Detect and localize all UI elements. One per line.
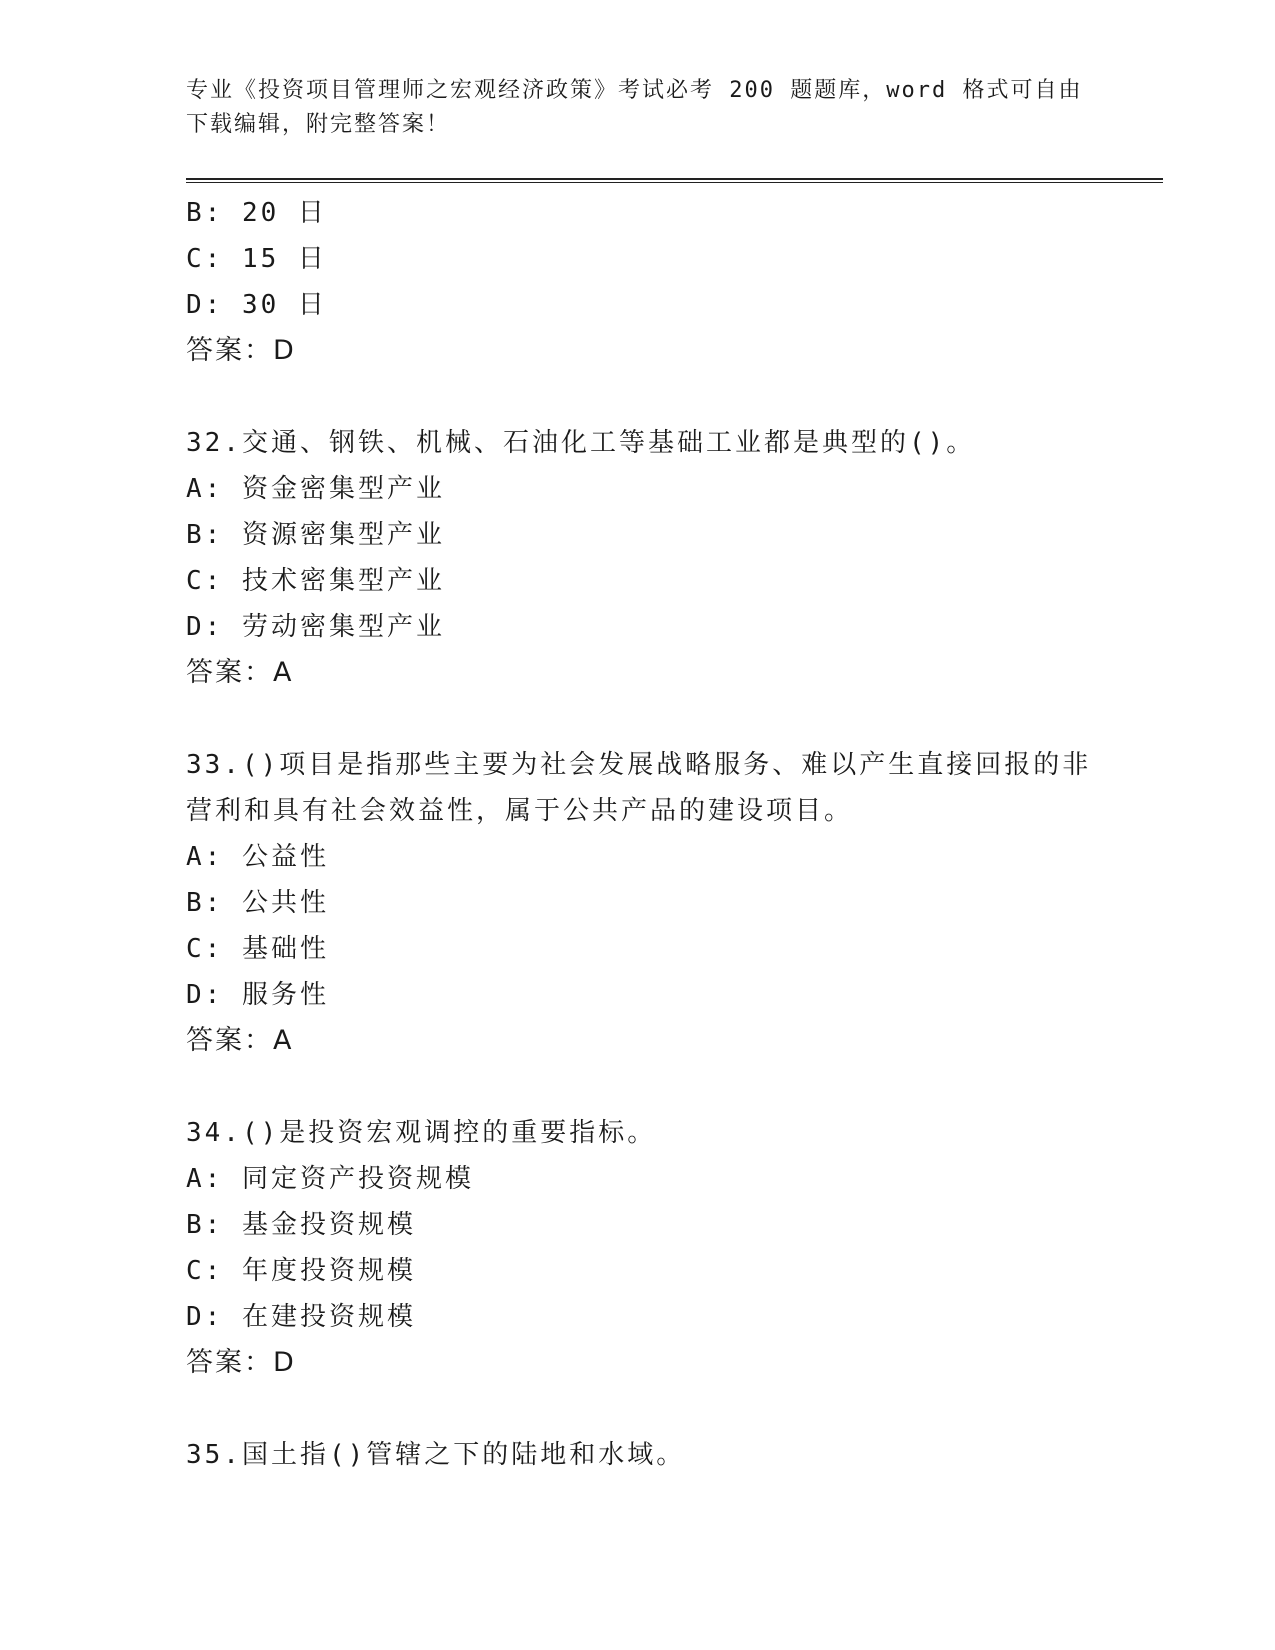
question-stem: 34.()是投资宏观调控的重要指标。 [186,1118,657,1148]
option-b: B: 基金投资规模 [186,1210,416,1240]
option-a: A: 同定资产投资规模 [186,1164,474,1194]
header-line-1: 专业《投资项目管理师之宏观经济政策》考试必考 200 题题库，word 格式可自由 [186,78,1083,103]
option-b: B: 20 日 [186,198,327,228]
option-b: B: 资源密集型产业 [186,520,445,550]
spacer [186,1386,1086,1432]
header-line-2: 下载编辑，附完整答案！ [186,112,451,137]
answer: 答案：A [186,657,294,688]
answer: 答案：A [186,1025,294,1056]
option-c: C: 15 日 [186,244,327,274]
option-d: D: 30 日 [186,290,327,320]
question-34 [186,1110,1086,1386]
spacer [186,696,1086,742]
question-stem-line-2: 营利和具有社会效益性，属于公共产品的建设项目。 [186,796,854,826]
question-stem: 35.国土指()管辖之下的陆地和水域。 [186,1440,686,1470]
spacer [186,374,1086,420]
option-a: A: 资金密集型产业 [186,474,445,504]
question-32 [186,420,1086,696]
question-stem: 32.交通、钢铁、机械、石油化工等基础工业都是典型的()。 [186,428,976,458]
question-35 [186,1432,1086,1478]
option-d: D: 服务性 [186,980,329,1010]
option-b: B: 公共性 [186,888,329,918]
spacer [186,1064,1086,1110]
answer: 答案：D [186,335,296,366]
option-c: C: 技术密集型产业 [186,566,445,596]
answer: 答案：D [186,1347,296,1378]
option-d: D: 在建投资规模 [186,1302,416,1332]
question-33 [186,742,1092,1064]
question-stem-line-1: 33.()项目是指那些主要为社会发展战略服务、难以产生直接回报的非 [186,750,1092,780]
option-a: A: 公益性 [186,842,329,872]
header-rule-thick [186,178,1163,180]
header-rule-thin [186,182,1163,183]
option-c: C: 年度投资规模 [186,1256,416,1286]
question-list [186,190,1092,1478]
option-c: C: 基础性 [186,934,329,964]
option-d: D: 劳动密集型产业 [186,612,445,642]
question-31 [186,190,1086,374]
page-header [186,74,1086,142]
